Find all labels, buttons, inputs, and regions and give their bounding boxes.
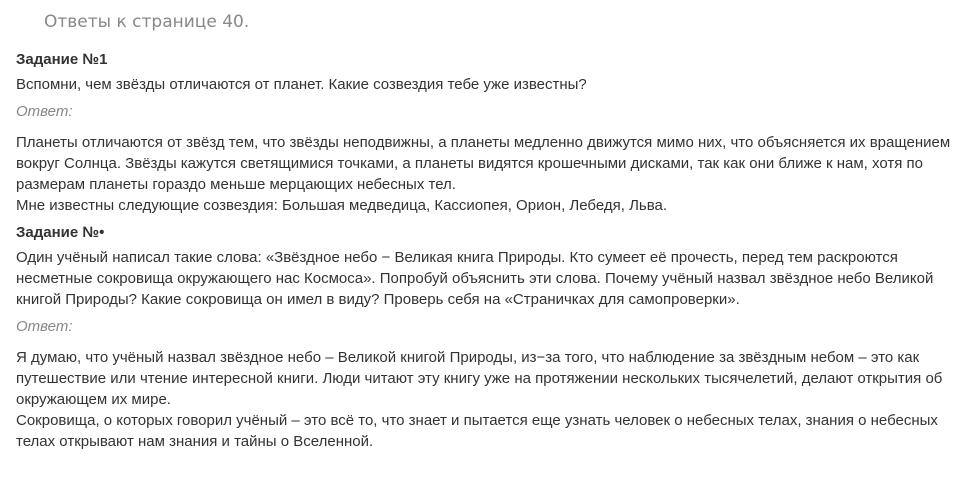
task-question: Вспомни, чем звёзды отличаются от планет. Какие созвездия тебе уже известны? [16,76,587,93]
task-heading: Задание №1 [16,51,108,68]
task-heading: Задание №• [16,224,105,241]
answer-text [16,347,956,452]
answer-paragraph: Мне известны следующие созвездия: Большая медведица, Кассиопея, Орион, Лебедя, Льва. [16,197,668,214]
answer-paragraph: Планеты отличаются от звёзд тем, что звёзды неподвижны, а планеты медленно движутся мимо них, что объясняется их вращением вокруг Солнца. Звёзды кажутся светящимися точками, а планеты видятся крошечными дисками, так как они ближе к нам, хотя по размерам планеты гораздо меньше мерцающих небесных тел. [16,134,951,193]
task-question: Один учёный написал такие слова: «Звёздное небо − Великая книга Природы. Кто сумеет её прочесть, перед тем раскроются несметные сокровища окружающего нас Космоса». Попробуй объяснить эти слова. Почему учёный назвал звёздное небо Великой книгой Природы? Какие сокровища он имел в виду? Проверь себя на «Страничках для самопроверки». [16,249,934,308]
answer-label: Ответ: [16,318,73,335]
page-title: Ответы к странице 40. [44,12,250,32]
answer-text [16,132,956,216]
answer-paragraph: Сокровища, о которых говорил учёный – это всё то, что знает и пытается еще узнать человек о небесных телах, знания о небесных телах открывают нам знания и тайны о Вселенной. [16,412,938,450]
task-block [16,222,956,452]
page-content [16,0,956,452]
answer-paragraph: Я думаю, что учёный назвал звёздное небо – Великой книгой Природы, из−за того, что наблюдение за звёздным небом – это как путешествие или чтение интересной книги. Люди читают эту книгу уже на протяжении нескольких тысячелетий, делают открытия об окружающем их мире. [16,349,943,408]
task-block [16,49,956,216]
answer-label: Ответ: [16,103,73,120]
